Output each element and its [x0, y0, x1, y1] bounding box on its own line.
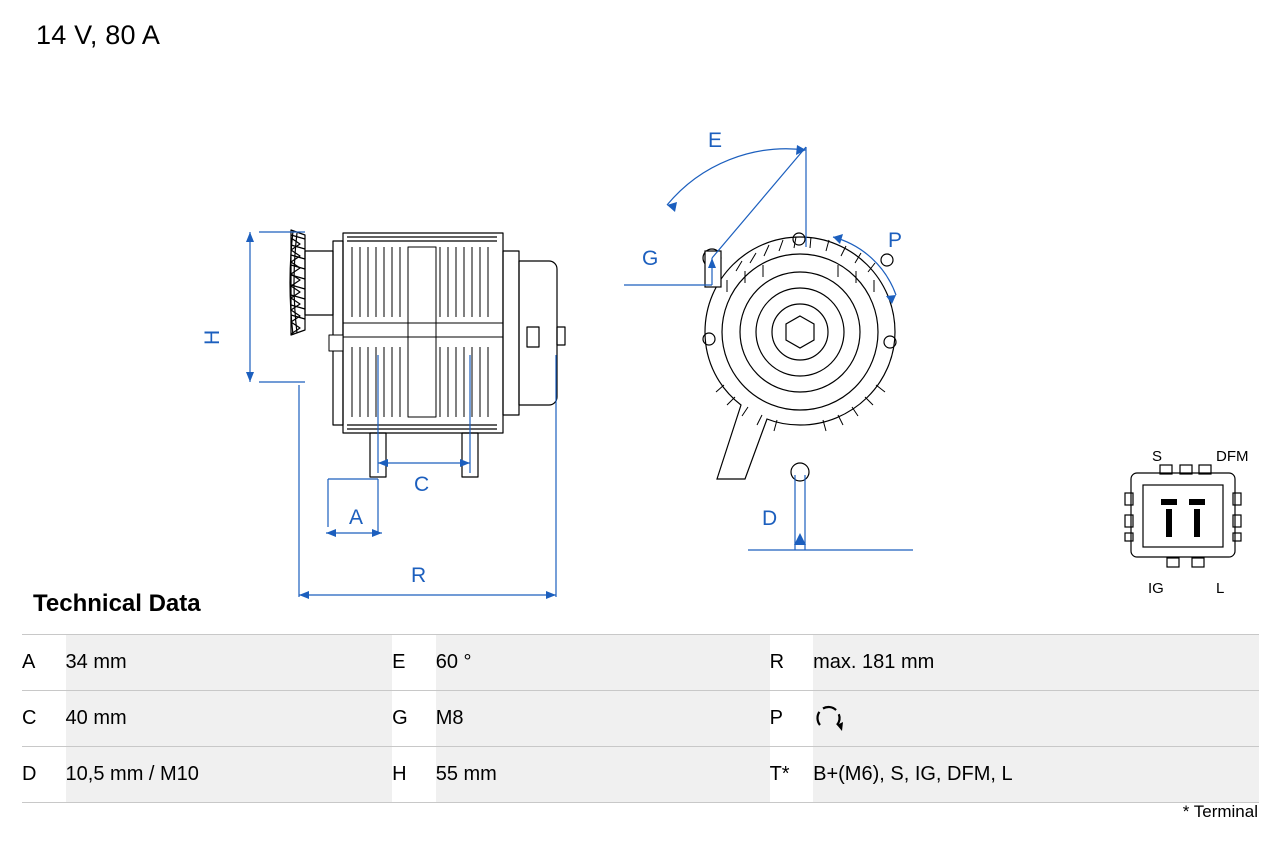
dimension-label-c: C	[414, 473, 430, 496]
dimension-label-h: H	[201, 329, 224, 345]
row-value-t: B+(M6), S, IG, DFM, L	[813, 747, 1259, 803]
technical-drawing	[0, 55, 1280, 597]
table-row	[22, 635, 1259, 691]
technical-data-table	[22, 634, 1259, 803]
dimension-label-a: A	[349, 506, 364, 529]
table-row	[22, 747, 1259, 803]
drawing-svg	[0, 55, 1280, 597]
row-value-a: 34 mm	[66, 635, 393, 691]
connector-pin-label-ig: IG	[1148, 580, 1164, 597]
row-key-h: H	[392, 747, 436, 803]
connector-pin-label-s: S	[1152, 448, 1163, 465]
row-key-r: R	[770, 635, 814, 691]
row-value-e: 60 °	[436, 635, 770, 691]
connector-detail	[1125, 465, 1241, 567]
row-key-p: P	[770, 691, 814, 747]
dimension-label-d: D	[762, 507, 778, 530]
row-key-c: C	[22, 691, 66, 747]
dimension-label-r: R	[411, 564, 427, 587]
terminal-footnote: * Terminal	[1182, 802, 1258, 821]
row-key-e: E	[392, 635, 436, 691]
alternator-front-view	[703, 233, 896, 481]
connector-pin-label-dfm: DFM	[1216, 448, 1249, 465]
row-value-r: max. 181 mm	[813, 635, 1259, 691]
technical-data-heading: Technical Data	[33, 590, 201, 617]
row-value-c: 40 mm	[66, 691, 393, 747]
row-key-d: D	[22, 747, 66, 803]
row-key-g: G	[392, 691, 436, 747]
row-value-d: 10,5 mm / M10	[66, 747, 393, 803]
rotation-direction-icon	[813, 705, 847, 733]
connector-pins	[1161, 499, 1205, 537]
row-value-p	[813, 691, 1259, 747]
page-title: 14 V, 80 A	[36, 20, 161, 50]
row-key-t: T*	[770, 747, 814, 803]
dimension-label-p: P	[888, 229, 903, 252]
dimension-label-e: E	[708, 129, 723, 152]
front-view-dimensions	[624, 145, 913, 550]
row-value-g: M8	[436, 691, 770, 747]
connector-pin-label-l: L	[1216, 580, 1225, 597]
table-row	[22, 691, 1259, 747]
row-value-h: 55 mm	[436, 747, 770, 803]
dimension-label-g: G	[642, 247, 659, 270]
alternator-side-view	[290, 230, 565, 477]
row-key-a: A	[22, 635, 66, 691]
